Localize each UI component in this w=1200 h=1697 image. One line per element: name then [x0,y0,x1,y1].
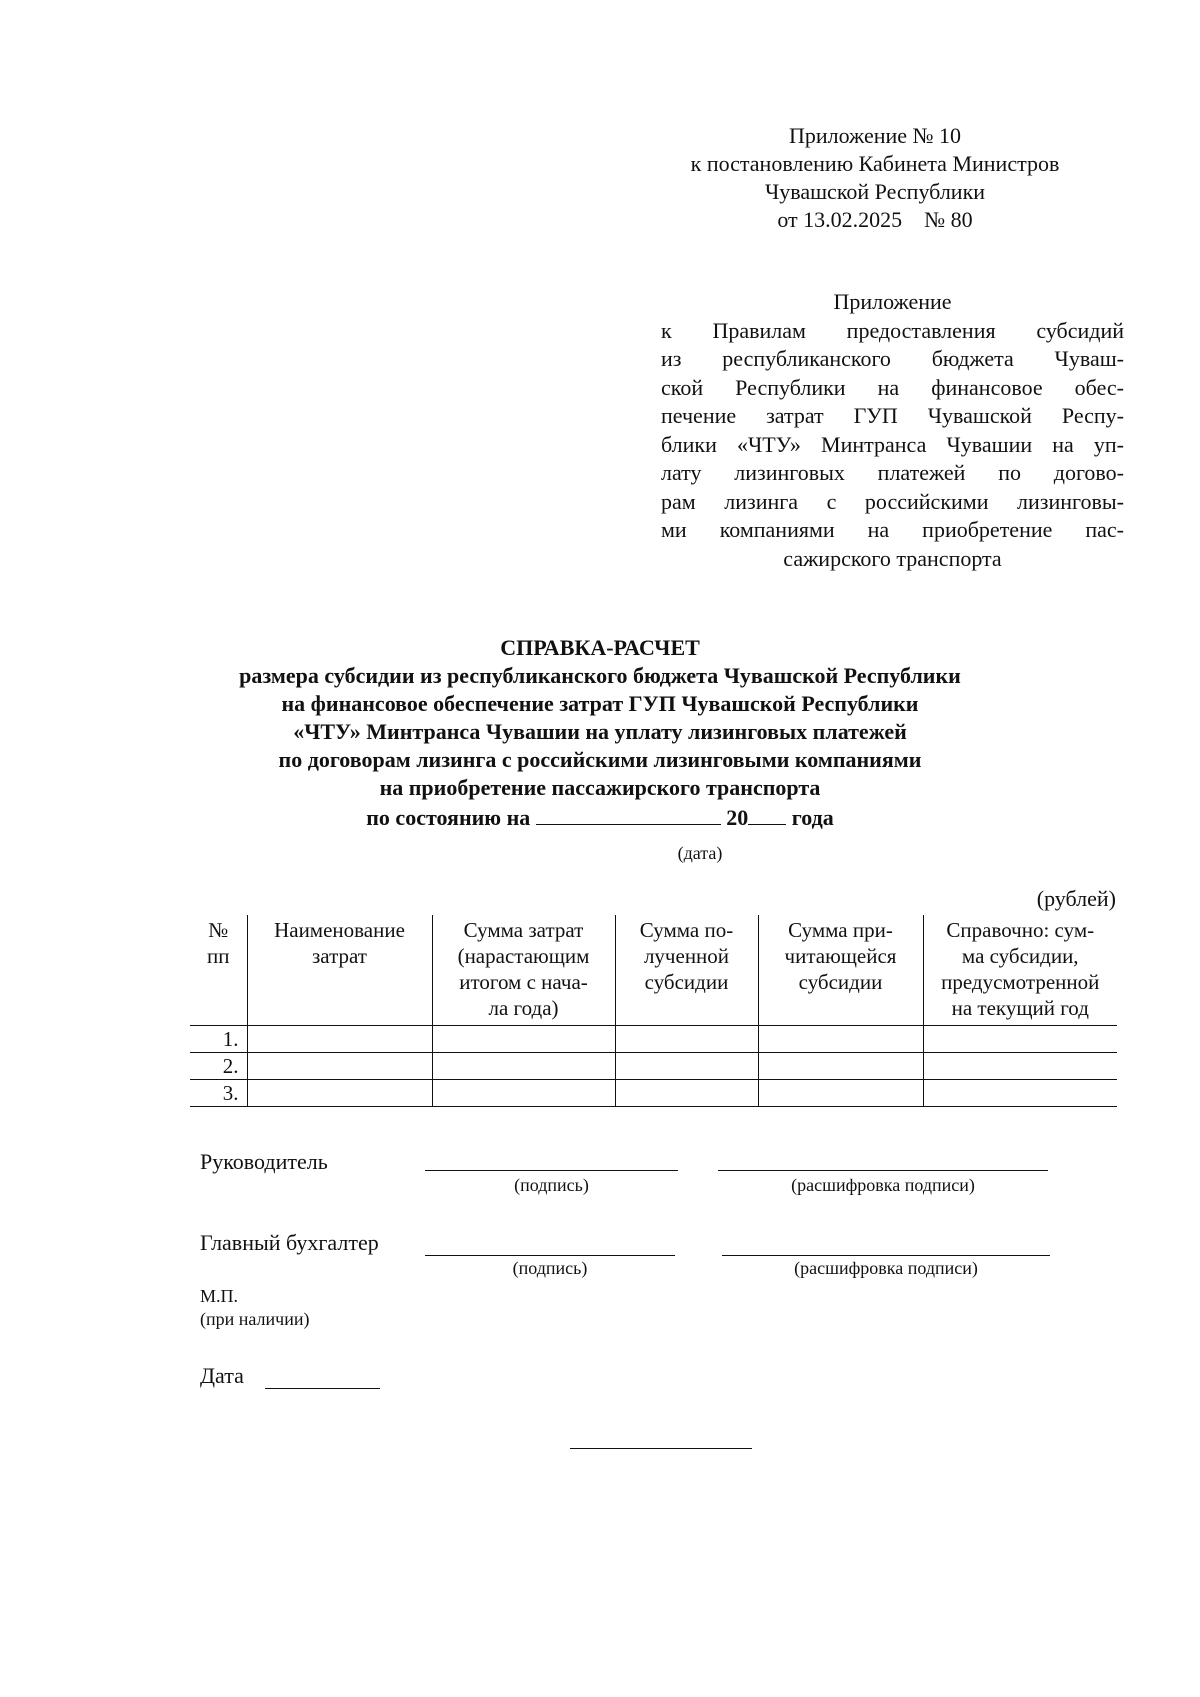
annex-rules-line: из республиканского бюджета Чуваш- [661,346,1124,371]
table-row [190,1026,1117,1053]
annex-rules-heading: Приложение [833,289,952,314]
table-header-row [190,915,1117,1026]
accountant-signature-line[interactable] [425,1255,675,1256]
row-number: 2. [190,1053,247,1080]
annex-date: от 13.02.2025 № 80 [777,207,973,232]
document-title [130,634,1070,832]
table-row [190,1053,1117,1080]
col-received-header [615,915,758,1026]
calculation-table [190,915,1117,1107]
annex-rules-line: печение затрат ГУП Чувашской Респу- [661,403,1124,428]
row-number: 1. [190,1026,247,1053]
annex-header [640,122,1110,234]
table-cell[interactable] [432,1026,615,1053]
title-line: на финансовое обеспечение затрат ГУП Чувашской Республики [281,691,919,716]
table-cell[interactable] [432,1053,615,1080]
annex-rules-line: ской Республики на финансовое обес- [661,374,1124,400]
date-line[interactable] [265,1388,380,1389]
year-suffix: года [791,805,834,830]
header-text: Сумма по- лученной субсидии [639,918,734,994]
table-cell[interactable] [758,1080,923,1107]
col-reference-header [923,915,1117,1026]
table-cell[interactable] [923,1080,1117,1107]
header-text: Справочно: сум- ма субсидии, предусмотренной на текущий год [941,918,1100,1020]
title-date-line [130,802,1070,832]
head-decoding-line[interactable] [718,1170,1048,1171]
title-line: по договорам лизинга с российскими лизинговыми компаниями [278,747,922,772]
table-cell[interactable] [247,1026,432,1053]
annex-rules-line: рам лизинга с российскими лизинговы- [661,488,1124,514]
header-text: Сумма затрат (нарастающим итогом с нача- ла года) [457,918,590,1020]
units-label: (рублей) [1036,886,1116,911]
annex-resolution: к постановлению Кабинета Министров [690,151,1060,176]
header-text: Наименование затрат [274,918,405,968]
year-blank[interactable] [748,802,786,825]
annex-number: Приложение № 10 [788,123,962,148]
stamp-label: М.П. [200,1286,239,1306]
annex-rules-line: лату лизинговых платежей по догово- [661,460,1124,485]
header-text: Сумма при- читающейся субсидии [784,918,897,994]
annex-rules [661,288,1124,573]
table-cell[interactable] [247,1053,432,1080]
head-decoding-caption: (расшифровка подписи) [791,1175,975,1195]
col-due-header [758,915,923,1026]
annex-rules-line: сажирского транспорта [783,545,1002,571]
accountant-decoding-line[interactable] [722,1255,1050,1256]
annex-rules-line: блики «ЧТУ» Минтранса Чувашии на уп- [661,431,1124,457]
table-cell[interactable] [923,1053,1117,1080]
end-separator [570,1448,752,1449]
annex-rules-line: к Правилам предоставления субсидий [661,317,1124,343]
table-cell[interactable] [615,1080,758,1107]
year-prefix: 20 [726,805,749,830]
title-heading: СПРАВКА-РАСЧЕТ [500,635,700,660]
head-signature-caption: (подпись) [514,1175,589,1195]
date-label: Дата [200,1363,244,1388]
table-cell[interactable] [923,1026,1117,1053]
date-prefix: по состоянию на [366,805,531,830]
row-number: 3. [190,1080,247,1107]
table-cell[interactable] [758,1026,923,1053]
date-caption: (дата) [677,843,723,863]
annex-rules-line: ми компаниями на приобретение пас- [661,517,1124,542]
title-line: размера субсидии из республиканского бюджета Чувашской Республики [239,663,961,688]
stamp-note: (при наличии) [200,1309,310,1329]
table-cell[interactable] [615,1053,758,1080]
table-cell[interactable] [247,1080,432,1107]
annex-republic: Чувашской Республики [764,179,986,204]
head-label: Руководитель [200,1149,328,1174]
col-cost-name-header [247,915,432,1026]
accountant-signature-caption: (подпись) [512,1258,588,1278]
accountant-label: Главный бухгалтер [200,1230,379,1255]
head-signature-line[interactable] [425,1170,678,1171]
table-cell[interactable] [432,1080,615,1107]
table-row [190,1080,1117,1107]
col-cost-sum-header [432,915,615,1026]
table-cell[interactable] [615,1026,758,1053]
table-cell[interactable] [758,1053,923,1080]
title-line: «ЧТУ» Минтранса Чувашии на уплату лизинговых платежей [293,719,907,744]
accountant-decoding-caption: (расшифровка подписи) [794,1258,978,1278]
header-text: № пп [207,918,230,968]
col-number-header [190,915,247,1026]
title-line: на приобретение пассажирского транспорта [379,775,821,800]
date-blank[interactable] [536,802,721,825]
